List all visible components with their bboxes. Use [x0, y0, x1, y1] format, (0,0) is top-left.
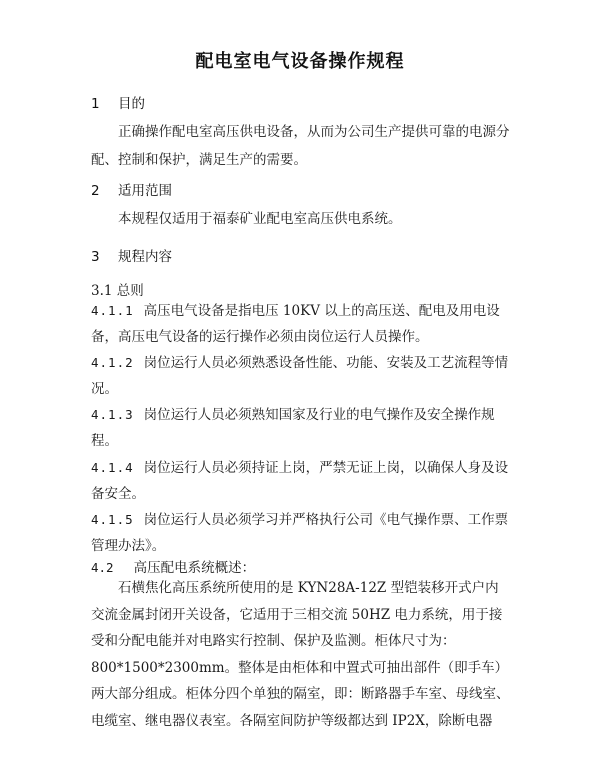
- overview-paragraph: 石横焦化高压系统所使用的是 KYN28A-12Z 型铠装移开式户内交流金属封闭开关设备，它适用于三相交流 50HZ 电力系统，用于接受和分配电能并对电路实行控制、保护及监测。柜体尺寸为：800*1500*2300mm。整体是由柜体和中置式可抽出部件（即手车）两大部分组成。柜体分四个单独的隔室，即：断路器手车室、母线室、电缆室、继电器仪表室。各隔室间防护等级都达到 IP2X，除断电器: [91, 580, 510, 729]
- general-item: [91, 507, 511, 559]
- item-text: 岗位运行人员必须熟知国家及行业的电气操作及安全操作规程。: [91, 407, 495, 449]
- overview-heading: [91, 556, 255, 576]
- item-text: 高压电气设备是指电压 10KV 以上的高压送、配电及用电设备，高压电气设备的运行操作必须由岗位运行人员操作。: [91, 303, 500, 345]
- general-item: [91, 350, 511, 402]
- section-title: 适用范围: [118, 183, 172, 199]
- item-number: 4.1.4: [91, 460, 134, 475]
- item-number: 4.1.5: [91, 512, 134, 527]
- overview-title: 高压配电系统概述：: [133, 560, 256, 576]
- item-text: 岗位运行人员必须学习并严格执行公司《电气操作票、工作票管理办法》。: [91, 512, 509, 554]
- section-number: 1: [91, 96, 100, 112]
- item-text: 岗位运行人员必须熟悉设备性能、功能、安装及工艺流程等情况。: [91, 355, 509, 397]
- general-heading: 3.1 总则: [91, 283, 144, 299]
- scope-paragraph: 本规程仅适用于福泰矿业配电室高压供电系统。: [118, 211, 402, 227]
- item-number: 4.1.2: [91, 355, 134, 370]
- section-heading-content: [91, 245, 172, 265]
- section-title: 目的: [118, 96, 145, 112]
- section-number: 3: [91, 249, 100, 265]
- general-item: [91, 298, 511, 350]
- document-title: 配电室电气设备操作规程: [195, 51, 405, 72]
- general-item: [91, 455, 511, 507]
- section-number: 2: [91, 183, 100, 199]
- section-title: 规程内容: [118, 249, 172, 265]
- item-number: 4.1.1: [91, 303, 134, 318]
- general-item: [91, 402, 511, 454]
- item-text: 岗位运行人员必须持证上岗，严禁无证上岗，以确保人身及设备安全。: [91, 460, 509, 502]
- item-number: 4.1.3: [91, 407, 134, 422]
- section-heading-scope: [91, 179, 172, 199]
- purpose-paragraph: 正确操作配电室高压供电设备，从而为公司生产提供可靠的电源分配、控制和保护，满足生产的需要。: [91, 124, 510, 168]
- section-heading-purpose: [91, 92, 145, 112]
- overview-number: 4.2: [91, 560, 114, 575]
